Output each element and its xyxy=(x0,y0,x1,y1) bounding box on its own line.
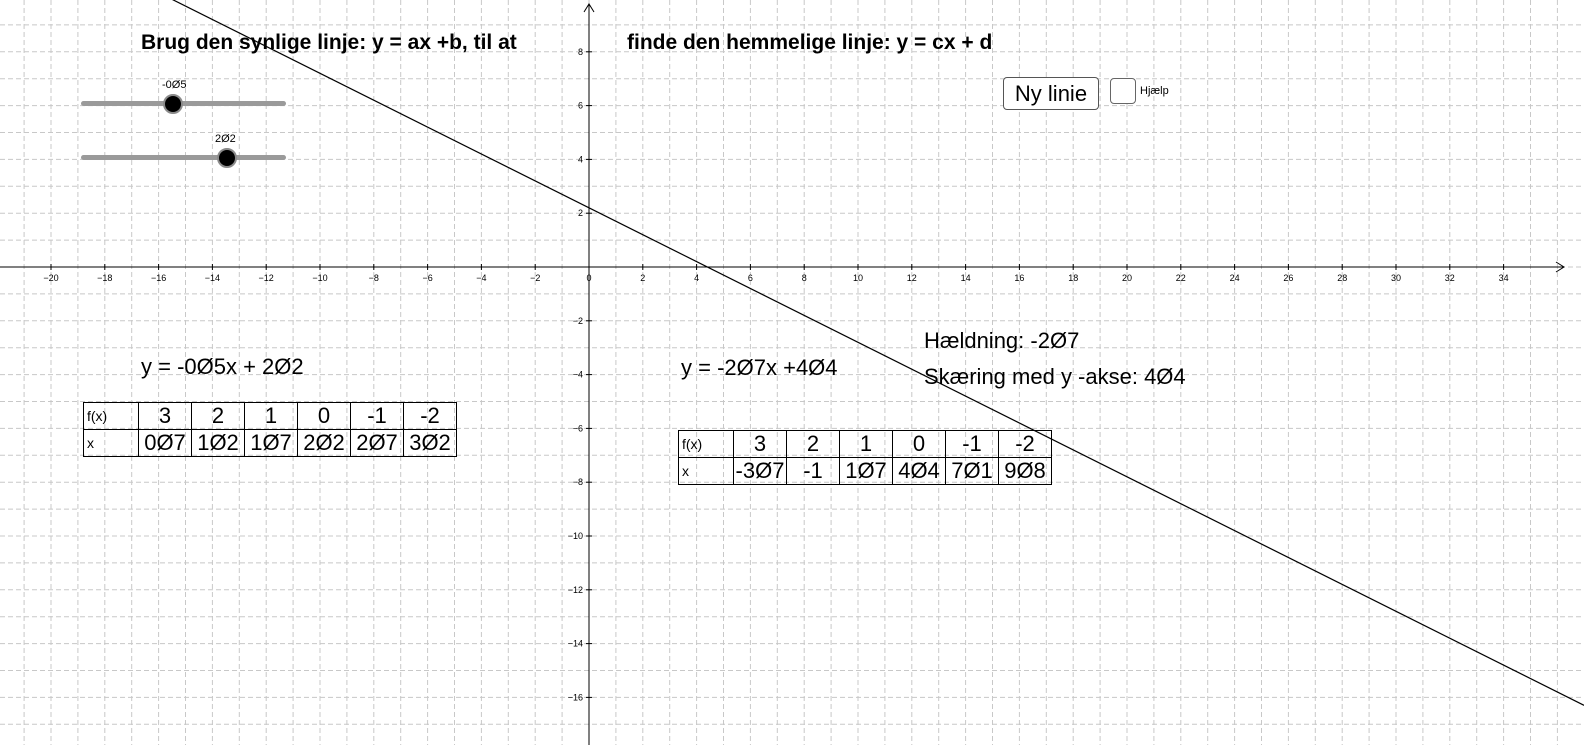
x-tick-label: 22 xyxy=(1175,273,1186,283)
table-cell: 0Ø7 xyxy=(139,430,192,457)
table-cell: 7Ø1 xyxy=(946,458,999,485)
hidden-line-equation: y = -2Ø7x +4Ø4 xyxy=(681,355,838,380)
table-cell: 1Ø2 xyxy=(192,430,245,457)
table-row xyxy=(84,403,457,430)
y-tick-label: −8 xyxy=(572,477,583,488)
table-cell: 2 xyxy=(192,403,245,430)
title-left: Brug den synlige linje: y = ax +b, til at xyxy=(141,31,517,54)
intercept-text: Skæring med y -akse: 4Ø4 xyxy=(924,364,1186,389)
y-tick-label: −2 xyxy=(572,315,583,326)
x-tick-label: −16 xyxy=(150,273,167,283)
table-header-fx: f(x) xyxy=(679,431,734,458)
y-tick-label: −4 xyxy=(572,369,583,380)
table-header-x: x xyxy=(84,430,139,457)
x-tick-label: −10 xyxy=(312,273,328,283)
table-cell: 1Ø7 xyxy=(245,430,298,457)
x-tick-label: 24 xyxy=(1229,273,1240,283)
x-tick-label: 26 xyxy=(1283,273,1294,283)
x-tick-label: 30 xyxy=(1390,273,1402,283)
x-tick-label: 14 xyxy=(960,273,971,283)
table-cell: 0 xyxy=(893,431,946,458)
y-tick-label: −6 xyxy=(572,423,583,434)
x-tick-label: 32 xyxy=(1444,273,1455,283)
table-header-fx: f(x) xyxy=(84,403,139,430)
x-tick-label: 28 xyxy=(1337,273,1348,283)
table-cell: 1 xyxy=(840,431,893,458)
table-cell: 0 xyxy=(298,403,351,430)
table-cell: 3 xyxy=(139,403,192,430)
slope-text: Hældning: -2Ø7 xyxy=(924,328,1080,353)
slider-b-value: 2Ø2 xyxy=(215,133,236,145)
x-tick-label: 34 xyxy=(1498,273,1509,283)
y-tick-label: −14 xyxy=(567,638,583,649)
y-tick-label: 2 xyxy=(577,208,583,219)
slider-b-knob[interactable] xyxy=(217,148,237,168)
new-line-button[interactable]: Ny linie xyxy=(1003,77,1099,110)
y-tick-label: −16 xyxy=(567,692,583,703)
help-checkbox[interactable] xyxy=(1110,78,1136,104)
value-table-right xyxy=(678,430,1052,485)
table-cell: 3 xyxy=(734,431,787,458)
table-cell: 9Ø8 xyxy=(999,458,1052,485)
y-tick-label: −12 xyxy=(567,584,583,595)
x-tick-label: 18 xyxy=(1068,273,1079,283)
x-tick-label: 2 xyxy=(640,273,646,283)
table-row xyxy=(679,431,1052,458)
x-tick-label: −20 xyxy=(43,273,59,283)
title-right: finde den hemmelige linje: y = cx + d xyxy=(627,31,993,54)
x-tick-label: −14 xyxy=(204,273,221,283)
table-cell: -2 xyxy=(999,431,1052,458)
slider-a-track[interactable] xyxy=(81,101,286,106)
table-cell: 2 xyxy=(787,431,840,458)
table-cell: -2 xyxy=(404,403,457,430)
table-header-x: x xyxy=(679,458,734,485)
y-tick-label: −10 xyxy=(567,531,583,541)
x-tick-label: −18 xyxy=(97,273,113,283)
table-cell: 1 xyxy=(245,403,298,430)
y-tick-label: 8 xyxy=(577,46,583,57)
table-cell: -1 xyxy=(787,458,840,485)
table-cell: -1 xyxy=(946,431,999,458)
table-row xyxy=(84,430,457,457)
x-tick-label: 4 xyxy=(694,273,700,283)
x-tick-label: 20 xyxy=(1121,273,1133,283)
x-tick-label: −4 xyxy=(476,273,487,283)
slider-b-track[interactable] xyxy=(81,155,286,160)
x-tick-label: −8 xyxy=(368,273,379,283)
slider-a-value: -0Ø5 xyxy=(162,79,187,91)
x-tick-label: −12 xyxy=(258,273,274,283)
table-cell: 2Ø2 xyxy=(298,430,351,457)
slider-a-knob[interactable] xyxy=(163,94,183,114)
x-tick-label: 6 xyxy=(747,273,753,283)
y-tick-label: 4 xyxy=(577,154,583,165)
x-tick-label: 0 xyxy=(586,273,592,283)
y-tick-label: 6 xyxy=(577,100,583,111)
table-row xyxy=(679,458,1052,485)
x-tick-label: 16 xyxy=(1014,273,1025,283)
x-tick-label: 12 xyxy=(906,273,917,283)
x-tick-label: −2 xyxy=(530,273,541,283)
table-cell: 2Ø7 xyxy=(351,430,404,457)
x-tick-label: 8 xyxy=(801,273,807,283)
table-cell: -3Ø7 xyxy=(734,458,787,485)
table-cell: -1 xyxy=(351,403,404,430)
value-table-left xyxy=(83,402,457,457)
table-cell: 1Ø7 xyxy=(840,458,893,485)
visible-line-equation: y = -0Ø5x + 2Ø2 xyxy=(141,354,304,379)
x-tick-label: 10 xyxy=(852,273,864,283)
help-checkbox-label[interactable]: Hjælp xyxy=(1140,85,1169,97)
x-tick-label: −6 xyxy=(422,273,433,283)
table-cell: 4Ø4 xyxy=(893,458,946,485)
table-cell: 3Ø2 xyxy=(404,430,457,457)
